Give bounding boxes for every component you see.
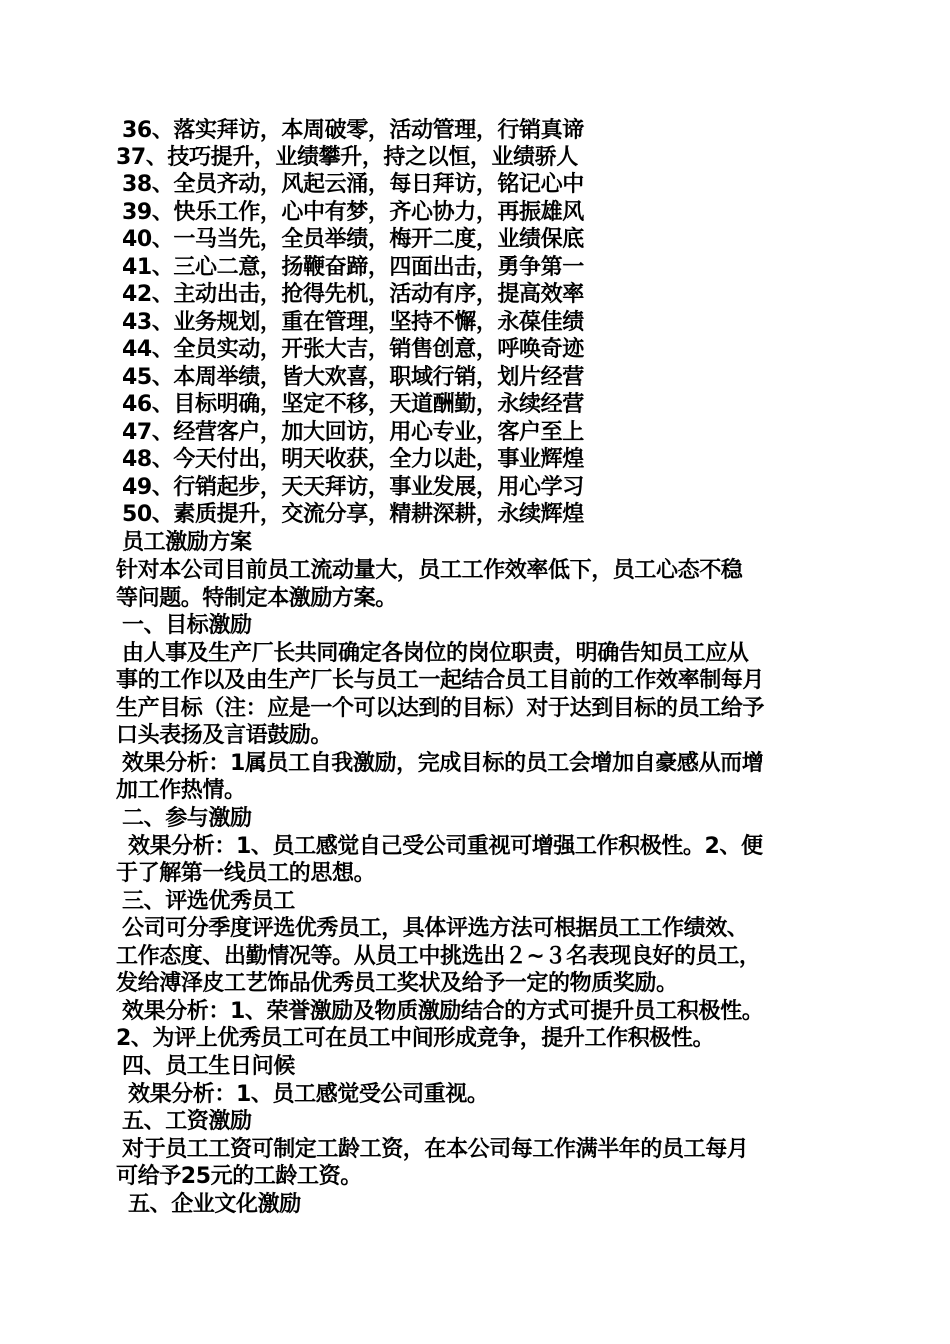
section-1-effect-2: 加工作热情。 xyxy=(116,778,246,803)
section-5-heading: 五、工资激励 xyxy=(122,1109,252,1134)
slogan-37: 37、技巧提升，业绩攀升，持之以恒，业绩骄人 xyxy=(116,145,578,170)
section-3-body-2: 工作态度、出勤情况等。从员工中挑选出２~３名表现良好的员工， xyxy=(116,944,761,969)
slogan-50: 50、素质提升，交流分享，精耕深耕，永续辉煌 xyxy=(122,502,584,527)
slogan-44: 44、全员实动，开张大吉，销售创意，呼唤奇迹 xyxy=(122,337,584,362)
slogan-39: 39、快乐工作，心中有梦，齐心协力，再振雄风 xyxy=(122,200,584,225)
slogan-38: 38、全员齐动，风起云涌，每日拜访，铭记心中 xyxy=(122,172,584,197)
section-3-effect-1: 效果分析：1、荣誉激励及物质激励结合的方式可提升员工积极性。 xyxy=(122,999,764,1024)
section-3-effect-2: 2、为评上优秀员工可在员工中间形成竞争，提升工作积极性。 xyxy=(116,1026,715,1051)
section-2-effect-1: 效果分析：1、员工感觉自己受公司重视可增强工作积极性。2、便 xyxy=(128,834,763,859)
section-5-body-2: 可给予25元的工龄工资。 xyxy=(116,1164,362,1189)
section-3-body-1: 公司可分季度评选优秀员工，具体评选方法可根据员工工作绩效、 xyxy=(122,916,749,941)
section-4-effect: 效果分析：1、员工感觉受公司重视。 xyxy=(128,1082,489,1107)
slogan-41: 41、三心二意，扬鞭奋蹄，四面出击，勇争第一 xyxy=(122,255,584,280)
slogan-36: 36、落实拜访，本周破零，活动管理，行销真谛 xyxy=(122,118,584,143)
slogan-49: 49、行销起步，天天拜访，事业发展，用心学习 xyxy=(122,475,584,500)
section-1-heading: 一、目标激励 xyxy=(122,613,252,638)
slogan-42: 42、主动出击，抢得先机，活动有序，提高效率 xyxy=(122,282,584,307)
section-6-heading: 五、企业文化激励 xyxy=(128,1192,301,1217)
section-3-heading: 三、评选优秀员工 xyxy=(122,889,295,914)
slogan-43: 43、业务规划，重在管理，坚持不懈，永葆佳绩 xyxy=(122,310,584,335)
section-1-body-2: 事的工作以及由生产厂长与员工一起结合员工目前的工作效率制每月 xyxy=(116,668,765,693)
section-1-effect-1: 效果分析：1属员工自我激励，完成目标的员工会增加自豪感从而增 xyxy=(122,751,764,776)
intro-line-1: 针对本公司目前员工流动量大，员工工作效率低下，员工心态不稳 xyxy=(116,558,743,583)
slogan-48: 48、今天付出，明天收获，全力以赴，事业辉煌 xyxy=(122,447,584,472)
section-1-body-3: 生产目标（注：应是一个可以达到的目标）对于达到目标的员工给予 xyxy=(116,696,765,721)
section-1-body-1: 由人事及生产厂长共同确定各岗位的岗位职责，明确告知员工应从 xyxy=(122,641,749,666)
section-2-heading: 二、参与激励 xyxy=(122,806,252,831)
slogan-47: 47、经营客户，加大回访，用心专业，客户至上 xyxy=(122,420,584,445)
section-1-body-4: 口头表扬及言语鼓励。 xyxy=(116,723,333,748)
slogan-40: 40、一马当先，全员举绩，梅开二度，业绩保底 xyxy=(122,227,584,252)
section-3-body-3: 发给溥泽皮工艺饰品优秀员工奖状及给予一定的物质奖励。 xyxy=(116,971,678,996)
section-5-body-1: 对于员工工资可制定工龄工资，在本公司每工作满半年的员工每月 xyxy=(122,1137,749,1162)
slogan-45: 45、本周举绩，皆大欢喜，职域行销，划片经营 xyxy=(122,365,584,390)
slogan-46: 46、目标明确，坚定不移，天道酬勤，永续经营 xyxy=(122,392,584,417)
section-4-heading: 四、员工生日问候 xyxy=(122,1054,295,1079)
plan-title: 员工激励方案 xyxy=(122,530,252,555)
intro-line-2: 等问题。特制定本激励方案。 xyxy=(116,586,397,611)
section-2-effect-2: 于了解第一线员工的思想。 xyxy=(116,861,376,886)
